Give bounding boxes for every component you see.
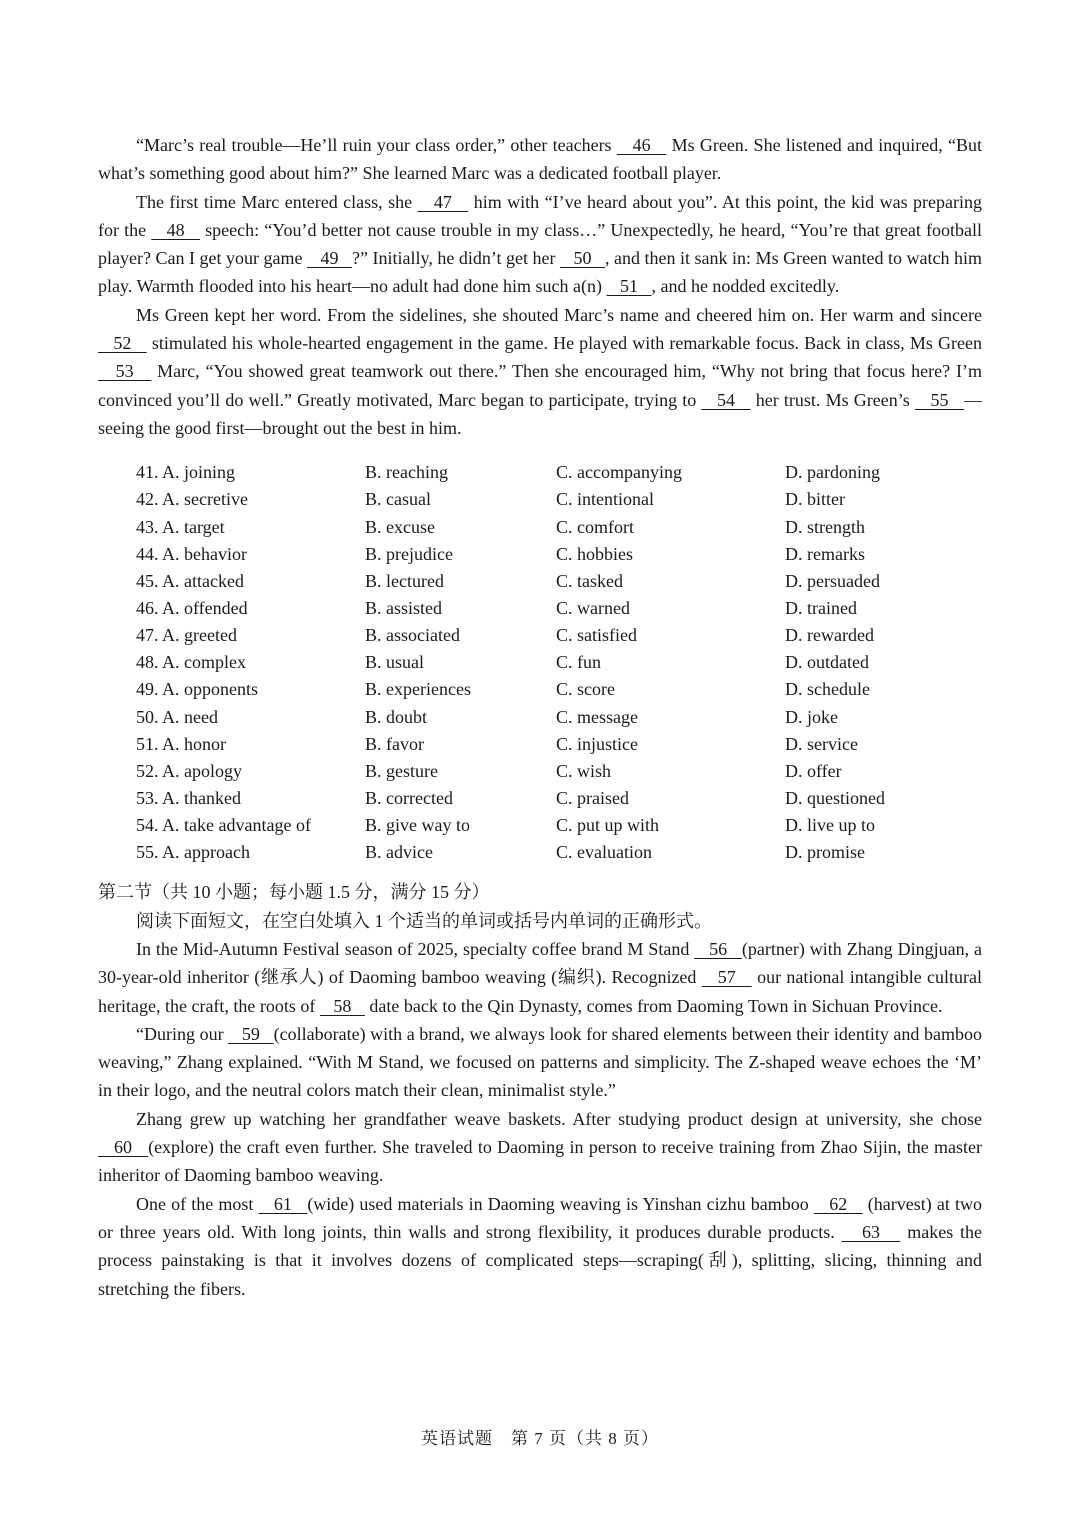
answer-blank: 47 bbox=[417, 191, 469, 212]
text-run: , and he nodded excitedly. bbox=[651, 276, 840, 297]
option-row bbox=[136, 486, 982, 513]
option-c: C. message bbox=[556, 706, 638, 727]
option-b: B. associated bbox=[365, 625, 460, 646]
passage1-paragraph-1 bbox=[98, 131, 982, 188]
option-d: D. live up to bbox=[785, 815, 875, 836]
answer-blank: 59 bbox=[228, 1023, 274, 1044]
answer-blank: 57 bbox=[701, 967, 752, 988]
option-d: D. strength bbox=[785, 516, 865, 537]
option-c: C. praised bbox=[556, 787, 629, 808]
option-c: C. comfort bbox=[556, 516, 634, 537]
answer-blank: 50 bbox=[560, 248, 606, 269]
option-row bbox=[136, 676, 982, 703]
option-b: B. excuse bbox=[365, 516, 435, 537]
option-a: 49. A. opponents bbox=[136, 679, 259, 700]
passage1-paragraph-3 bbox=[98, 301, 982, 442]
text-run: One of the most bbox=[136, 1193, 259, 1214]
option-a: 47. A. greeted bbox=[136, 625, 237, 646]
option-d: D. outdated bbox=[785, 652, 869, 673]
option-b: B. doubt bbox=[365, 706, 428, 727]
option-b: B. gesture bbox=[365, 760, 438, 781]
text-run: Zhang grew up watching her grandfather weave baskets. After studying product design at university, she chose bbox=[136, 1108, 982, 1129]
passage2-paragraph-1 bbox=[98, 935, 982, 1020]
option-d: D. trained bbox=[785, 597, 857, 618]
text-run: (wide) used materials in Daoming weaving is Yinshan cizhu bamboo bbox=[307, 1193, 814, 1214]
option-d: D. questioned bbox=[785, 787, 885, 808]
answer-blank: 55 bbox=[914, 389, 964, 410]
text-run: ?” Initially, he didn’t get her bbox=[352, 248, 560, 269]
text-run: (harvest) at two or three years old. With long joints, thin walls and strong flexibility, it produces durable products. bbox=[98, 1193, 983, 1242]
option-row bbox=[136, 568, 982, 595]
option-b: B. assisted bbox=[365, 597, 443, 618]
answer-blank: 54 bbox=[701, 389, 751, 410]
text-run: , and then it sank in: Ms Green wanted to watch him play. Warmth flooded into his heart—no adult had done him such a(n) bbox=[98, 248, 983, 297]
text-run: stimulated his whole-hearted engagement in the game. He played with remarkable focus. Back in class, Ms Green bbox=[146, 333, 983, 354]
text-run: speech: “You’d better not cause trouble in my class…” Unexpectedly, he heard, “You’re that great football player? Can I get your game bbox=[98, 219, 983, 269]
option-d: D. promise bbox=[785, 842, 865, 863]
option-a: 48. A. complex bbox=[136, 652, 246, 673]
option-row bbox=[136, 649, 982, 676]
option-a: 42. A. secretive bbox=[136, 489, 248, 510]
option-b: B. reaching bbox=[365, 462, 448, 483]
option-a: 54. A. take advantage of bbox=[136, 815, 311, 836]
text-run: date back to the Qin Dynasty, comes from Daoming Town in Sichuan Province. bbox=[364, 995, 943, 1016]
text-run: (partner) with Zhang Dingjuan, a 30-year-old inheritor (继承人) of Daoming bamboo weaving (编织). Recognized bbox=[98, 938, 983, 988]
option-b: B. corrected bbox=[365, 787, 453, 808]
option-d: D. bitter bbox=[785, 489, 845, 510]
page-footer: 英语试题 第 7 页（共 8 页） bbox=[421, 1429, 659, 1448]
option-a: 51. A. honor bbox=[136, 733, 226, 754]
answer-blank: 52 bbox=[98, 333, 147, 354]
option-c: C. warned bbox=[556, 597, 630, 618]
passage1-paragraph-2 bbox=[98, 188, 982, 301]
option-b: B. usual bbox=[365, 652, 425, 673]
text-run: makes the process painstaking is that it involves dozens of complicated steps—scraping(刮), splitting, slicing, thinning and stretching the fibers. bbox=[98, 1221, 982, 1299]
option-c: C. tasked bbox=[556, 570, 623, 591]
option-d: D. persuaded bbox=[785, 570, 880, 591]
option-d: D. joke bbox=[785, 706, 838, 727]
text-run: (explore) the craft even further. She traveled to Daoming in person to receive training from Zhao Sijin, the master inheritor of Daoming bamboo weaving. bbox=[98, 1137, 983, 1186]
answer-blank: 60 bbox=[98, 1137, 149, 1158]
option-row bbox=[136, 812, 982, 839]
option-d: D. service bbox=[785, 733, 858, 754]
option-row bbox=[136, 541, 982, 568]
option-c: C. satisfied bbox=[556, 625, 637, 646]
option-c: C. wish bbox=[556, 760, 612, 781]
text-run: In the Mid-Autumn Festival season of 2025, specialty coffee brand M Stand bbox=[136, 938, 695, 959]
answer-blank: 53 bbox=[98, 361, 152, 382]
option-c: C. evaluation bbox=[556, 842, 652, 863]
option-c: C. accompanying bbox=[556, 462, 682, 483]
option-row bbox=[136, 758, 982, 785]
option-row bbox=[136, 514, 982, 541]
option-b: B. favor bbox=[365, 733, 424, 754]
text-run: him with “I’ve heard about you”. At this point, the kid was preparing for the bbox=[98, 191, 982, 240]
answer-blank: 49 bbox=[306, 248, 353, 269]
option-b: B. experiences bbox=[365, 679, 471, 700]
text-run: her trust. Ms Green’s bbox=[750, 389, 915, 410]
section2-instruction: 阅读下面短文，在空白处填入 1 个适当的单词或括号内单词的正确形式。 bbox=[136, 910, 712, 931]
option-d: D. rewarded bbox=[785, 625, 874, 646]
option-d: D. remarks bbox=[785, 543, 865, 564]
text-run: (collaborate) with a brand, we always look for shared elements between their identity and bamboo weaving,” Zhang explained. “With M Stand, we focused on patterns and simplicity. The Z-shaped weave echoes the ‘M’ in their logo, and the neutral colors match their clean, minimalist style.” bbox=[98, 1023, 982, 1101]
answer-blank: 46 bbox=[616, 135, 667, 155]
exam-page bbox=[98, 131, 982, 1303]
passage2-paragraph-3 bbox=[98, 1105, 982, 1190]
option-c: C. score bbox=[556, 679, 615, 700]
text-run: The first time Marc entered class, she bbox=[136, 191, 418, 212]
text-run: Marc, “You showed great teamwork out there.” Then she encouraged him, “Why not bring that focus here? I’m convinced you’ll do well.” Greatly motivated, Marc began to participate, trying to bbox=[98, 361, 982, 410]
option-a: 52. A. apology bbox=[136, 760, 242, 781]
passage2-paragraph-4 bbox=[98, 1190, 982, 1303]
option-row bbox=[136, 595, 982, 622]
text-run: —seeing the good first—brought out the best in him. bbox=[98, 389, 982, 438]
answer-blank: 61 bbox=[258, 1193, 308, 1214]
option-a: 41. A. joining bbox=[136, 462, 236, 483]
option-row bbox=[136, 785, 982, 812]
option-row bbox=[136, 839, 982, 866]
answer-blank: 63 bbox=[841, 1221, 901, 1242]
text-run: “During our bbox=[136, 1023, 229, 1044]
text-run: Ms Green kept her word. From the sidelines, she shouted Marc’s name and cheered him on. Her warm and sincere bbox=[136, 304, 982, 325]
answer-blank: 56 bbox=[694, 938, 742, 959]
option-a: 44. A. behavior bbox=[136, 543, 247, 564]
option-b: B. give way to bbox=[365, 815, 470, 836]
option-c: C. put up with bbox=[556, 815, 660, 836]
answer-blank: 48 bbox=[151, 219, 201, 240]
answer-blank: 51 bbox=[606, 276, 652, 297]
option-a: 46. A. offended bbox=[136, 597, 248, 618]
section2-heading: 第二节（共 10 小题；每小题 1.5 分，满分 15 分） bbox=[98, 882, 490, 903]
answer-blank: 58 bbox=[319, 995, 365, 1016]
answer-options-table bbox=[136, 459, 982, 866]
option-a: 55. A. approach bbox=[136, 842, 250, 863]
option-row bbox=[136, 704, 982, 731]
option-b: B. advice bbox=[365, 842, 433, 863]
option-row bbox=[136, 622, 982, 649]
option-c: C. intentional bbox=[556, 489, 654, 510]
option-row bbox=[136, 459, 982, 486]
option-c: C. hobbies bbox=[556, 543, 634, 564]
option-b: B. prejudice bbox=[365, 543, 453, 564]
option-d: D. pardoning bbox=[785, 462, 880, 483]
option-d: D. offer bbox=[785, 760, 842, 781]
option-c: C. fun bbox=[556, 652, 601, 673]
option-a: 43. A. target bbox=[136, 516, 225, 537]
option-c: C. injustice bbox=[556, 733, 638, 754]
option-a: 45. A. attacked bbox=[136, 570, 244, 591]
option-a: 53. A. thanked bbox=[136, 787, 241, 808]
passage2-paragraph-2 bbox=[98, 1020, 982, 1105]
option-b: B. lectured bbox=[365, 570, 444, 591]
option-b: B. casual bbox=[365, 489, 431, 510]
answer-blank: 62 bbox=[813, 1193, 863, 1214]
option-row bbox=[136, 731, 982, 758]
text-run: our national intangible cultural heritage, the craft, the roots of bbox=[98, 967, 983, 1016]
text-run: “Marc’s real trouble—He’ll ruin your class order,” other teachers bbox=[136, 135, 617, 155]
option-d: D. schedule bbox=[785, 679, 870, 700]
text-run: Ms Green. She listened and inquired, “But what’s something good about him?” She learned Marc was a dedicated football player. bbox=[98, 135, 983, 184]
option-a: 50. A. need bbox=[136, 706, 218, 727]
